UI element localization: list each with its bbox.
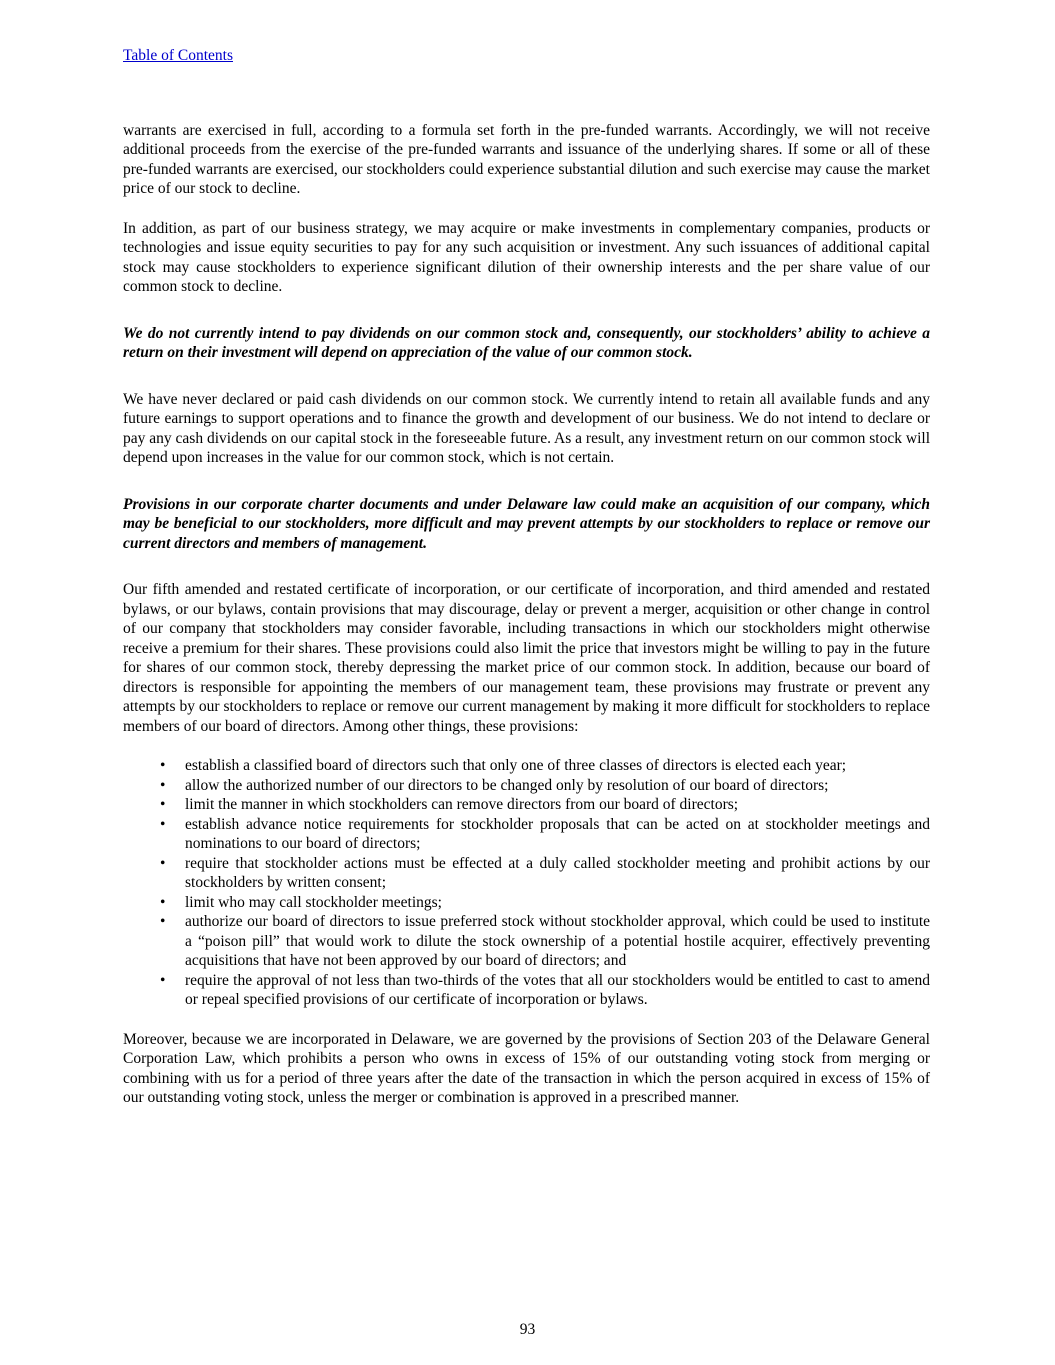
bullet-text: establish advance notice requirements for stockholder proposals that can be acted on at stockholder meetings and nominations to our board of directors; xyxy=(185,815,930,852)
bullet-text: limit who may call stockholder meetings; xyxy=(185,893,442,911)
bullet-item xyxy=(123,756,930,776)
bullet-marker: • xyxy=(160,971,166,989)
bullet-text: limit the manner in which stockholders can remove directors from our board of directors; xyxy=(185,796,739,813)
paragraph: In addition, as part of our business strategy, we may acquire or make investments in complementary companies, products or technologies and issue equity securities to pay for any such acquisition or investment. Any such issuances of additional capital stock may cause stockholders to experience significant dilution of their ownership interests and the per share value of our common stock to decline. xyxy=(123,219,930,295)
bullet-item xyxy=(123,795,930,815)
paragraph: warrants are exercised in full, according to a formula set forth in the pre-funded warrants. Accordingly, we will not receive additional proceeds from the exercise of the pre-funded warrants and issuance of the underlying shares. If some or all of these pre-funded warrants are exercised, our stockholders could experience substantial dilution and such exercise may cause the market price of our stock to decline. xyxy=(123,121,930,197)
bullet-list xyxy=(123,756,930,1010)
bullet-marker: • xyxy=(160,815,166,833)
bullet-text: require that stockholder actions must be effected at a duly called stockholder meeting and prohibit actions by our stockholders by written consent; xyxy=(185,854,930,891)
document-body xyxy=(123,121,930,1108)
bullet-item xyxy=(123,893,930,913)
bullet-item xyxy=(123,912,930,971)
bullet-text: require the approval of not less than two-thirds of the votes that all our stockholders would be entitled to cast to amend or repeal specified provisions of our certificate of incorporation or bylaws. xyxy=(185,971,930,1008)
bullet-text: allow the authorized number of our directors to be changed only by resolution of our board of directors; xyxy=(185,776,829,794)
page-number: 93 xyxy=(519,1320,536,1338)
paragraph: Moreover, because we are incorporated in Delaware, we are governed by the provisions of Section 203 of the Delaware General Corporation Law, which prohibits a person who owns in excess of 15% of our outstanding voting stock from merging or combining with us for a period of three years after the date of the transaction in which the person acquired in excess of 15% of our outstanding voting stock, unless the merger or combination is approved in a prescribed manner. xyxy=(123,1030,930,1106)
bullet-marker: • xyxy=(160,757,166,774)
bullet-marker: • xyxy=(160,913,166,930)
risk-factor-heading: Provisions in our corporate charter documents and under Delaware law could make an acquisition of our company, which may be beneficial to our stockholders, more difficult and may prevent attempts by our stockholders to replace or remove our current directors and members of management. xyxy=(123,495,930,552)
bullet-item xyxy=(123,776,930,796)
bullet-marker: • xyxy=(160,796,166,813)
bullet-marker: • xyxy=(160,776,166,794)
bullet-text: establish a classified board of directors such that only one of three classes of directors is elected each year; xyxy=(185,757,847,774)
paragraph: We have never declared or paid cash dividends on our common stock. We currently intend to retain all available funds and any future earnings to support operations and to finance the growth and development of our business. We do not intend to declare or pay any cash dividends on our capital stock in the foreseeable future. As a result, any investment return on our common stock will depend upon increases in the value for our common stock, which is not certain. xyxy=(123,390,930,466)
bullet-marker: • xyxy=(160,854,166,872)
bullet-text: authorize our board of directors to issue preferred stock without stockholder approval, which could be used to institute a “poison pill” that would work to dilute the stock ownership of a potential hostile acquirer, effectively preventing acquisitions that have not been approved by our board of directors; and xyxy=(185,913,930,969)
bullet-item xyxy=(123,815,930,854)
bullet-item xyxy=(123,854,930,893)
paragraph: Our fifth amended and restated certificate of incorporation, or our certificate of incorporation, and third amended and restated bylaws, or our bylaws, contain provisions that may discourage, delay or prevent a merger, acquisition or other change in control of our company that stockholders may consider favorable, including transactions in which our stockholders might otherwise receive a premium for their shares. These provisions could also limit the price that investors might be willing to pay in the future for shares of our common stock, thereby depressing the market price of our common stock. In addition, because our board of directors is responsible for appointing the members of our management team, these provisions may frustrate or prevent any attempts by our stockholders to replace or remove our current management by making it more difficult for stockholders to replace members of our board of directors. Among other things, these provisions: xyxy=(123,581,930,735)
bullet-item xyxy=(123,971,930,1010)
table-of-contents-link[interactable]: Table of Contents xyxy=(123,47,233,64)
bullet-marker: • xyxy=(160,893,166,911)
risk-factor-heading: We do not currently intend to pay dividends on our common stock and, consequently, our stockholders’ ability to achieve a return on their investment will depend on appreciation of the value of our common stock. xyxy=(123,324,930,361)
